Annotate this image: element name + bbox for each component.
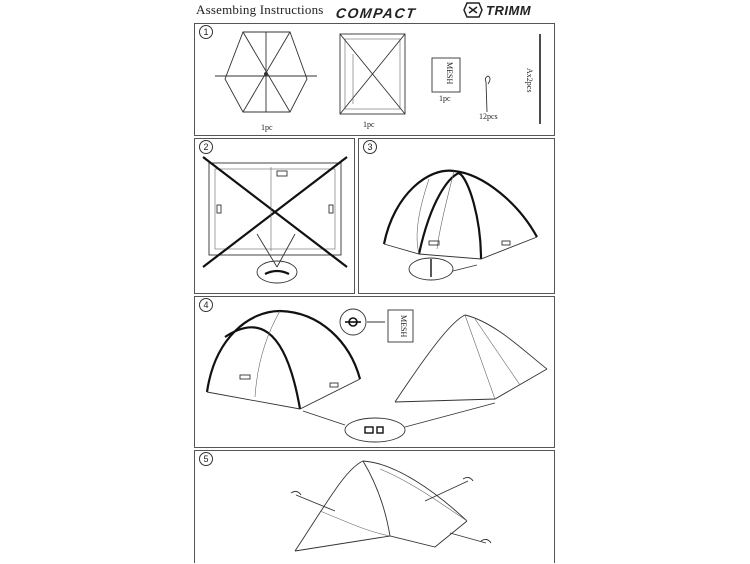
step-5-panel <box>194 450 555 563</box>
brand-name: TRIMM <box>486 2 532 18</box>
step-4-mesh-label: MESH <box>399 315 408 338</box>
part-fly-qty: 1pc <box>363 120 375 129</box>
step-2-number: 2 <box>199 140 213 154</box>
step-2-illustration <box>195 139 356 295</box>
step-3-illustration <box>359 139 556 295</box>
brand-logo <box>463 0 531 20</box>
part-peg-qty: 12pcs <box>479 112 498 121</box>
step-5-number: 5 <box>199 452 213 466</box>
brand-emblem-icon <box>463 2 483 18</box>
step-4-number: 4 <box>199 298 213 312</box>
step-1-number: 1 <box>199 25 213 39</box>
part-mesh-qty: 1pc <box>439 94 451 103</box>
part-mesh-label: MESH <box>445 62 454 85</box>
part-pole-qty: Ax2pcs <box>525 68 534 93</box>
step-1-illustration <box>195 24 556 137</box>
header-title: Assembing Instructions <box>196 2 324 17</box>
step-3-panel <box>358 138 555 294</box>
step-2-panel <box>194 138 355 294</box>
product-name: COMPACT <box>334 5 418 21</box>
step-5-illustration <box>195 451 556 564</box>
step-3-number: 3 <box>363 140 377 154</box>
step-4-panel <box>194 296 555 448</box>
step-4-illustration <box>195 297 556 449</box>
step-1-panel <box>194 23 555 136</box>
part-tent-qty: 1pc <box>261 123 273 132</box>
